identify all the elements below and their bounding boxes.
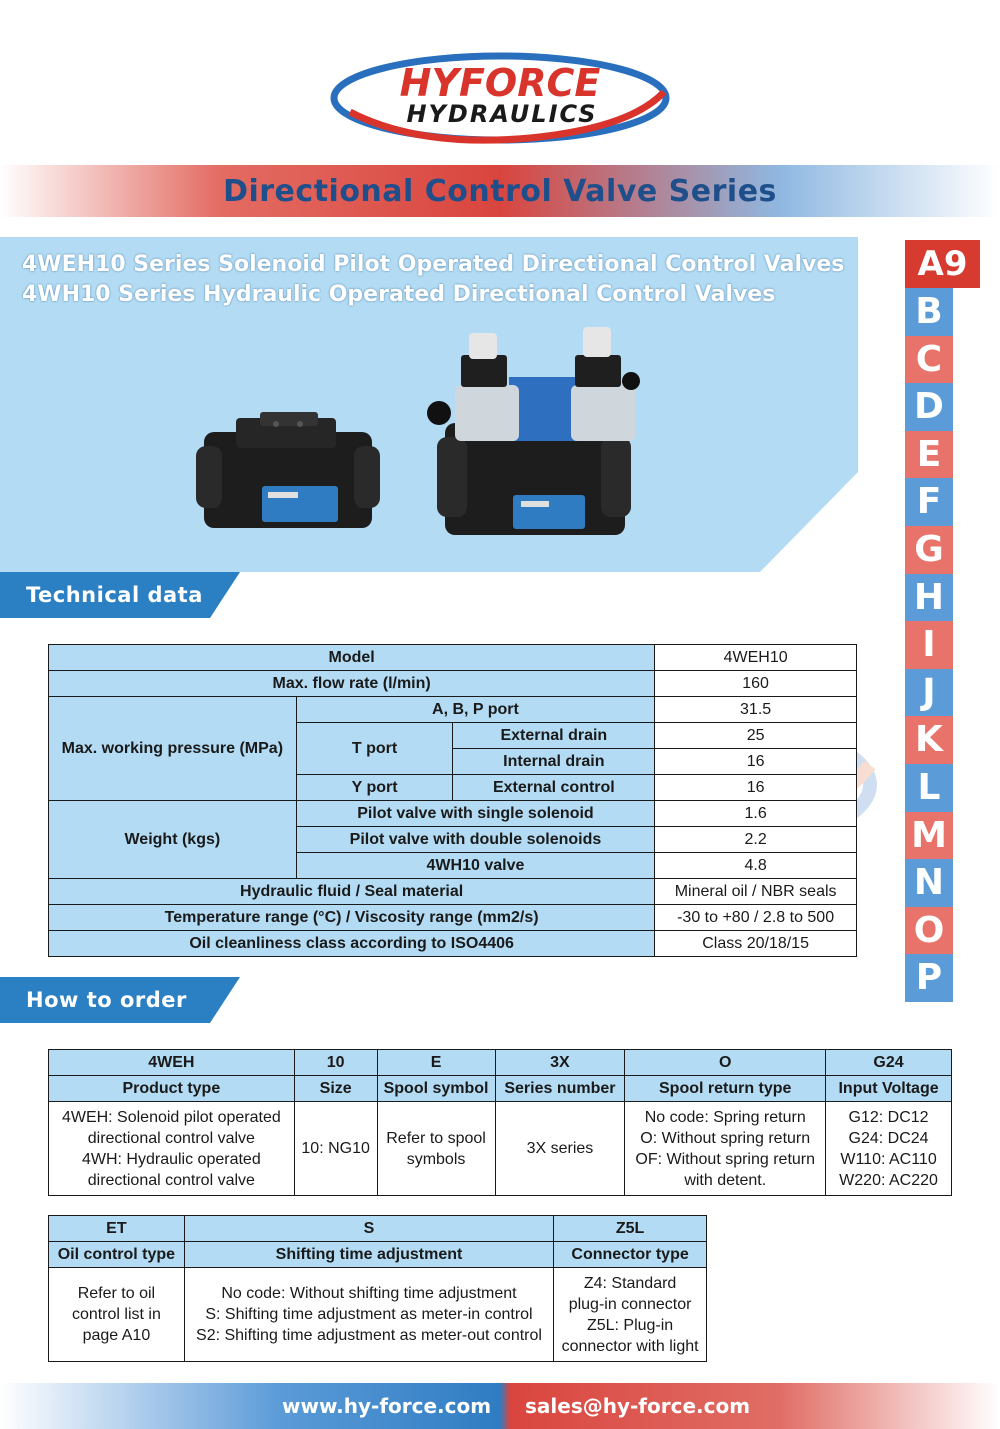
- index-tab-k[interactable]: K: [905, 716, 953, 764]
- table-row: [49, 645, 857, 671]
- order-header: Size: [294, 1076, 377, 1102]
- spec-label: Internal drain: [453, 749, 655, 775]
- cell-line: O: Without spring return: [640, 1129, 811, 1147]
- cell-line: symbols: [406, 1150, 466, 1168]
- spec-label: A, B, P port: [296, 697, 655, 723]
- order-cell-connector: [554, 1268, 707, 1362]
- index-tab-o[interactable]: O: [905, 907, 953, 955]
- cell-line: 3X series: [526, 1140, 594, 1157]
- cell-line: G12: DC12: [848, 1108, 929, 1126]
- cell-line: W220: AC220: [839, 1171, 938, 1189]
- spec-label: Pilot valve with single solenoid: [296, 801, 655, 827]
- table-row: [49, 1242, 707, 1268]
- table-row: [49, 879, 857, 905]
- spec-label: Hydraulic fluid / Seal material: [49, 879, 655, 905]
- order-code: 10: [294, 1050, 377, 1076]
- index-tab-n[interactable]: N: [905, 859, 953, 907]
- cell-line: 10: NG10: [301, 1140, 370, 1157]
- order-code: O: [625, 1050, 826, 1076]
- logo-line2: HYDRAULICS: [406, 100, 598, 128]
- index-tab-h[interactable]: H: [905, 574, 953, 622]
- cell-line: 4WH: Hydraulic operated: [81, 1150, 261, 1168]
- order-code: Z5L: [554, 1216, 707, 1242]
- spec-label: Model: [49, 645, 655, 671]
- technical-data-title: Technical data: [26, 583, 203, 607]
- index-tab-g[interactable]: G: [905, 526, 953, 574]
- website-link[interactable]: www.hy-force.com: [282, 1394, 492, 1418]
- cell-line: Z5L: Plug-in: [586, 1316, 674, 1334]
- spec-label: Max. flow rate (l/min): [49, 671, 655, 697]
- order-header: Series number: [495, 1076, 625, 1102]
- order-cell-size: [294, 1102, 377, 1196]
- spec-value: 4.8: [655, 853, 857, 879]
- how-to-order-title: How to order: [26, 988, 187, 1012]
- cell-line: with detent.: [684, 1171, 767, 1189]
- order-header: Input Voltage: [826, 1076, 952, 1102]
- order-cell-oil-control: [49, 1268, 185, 1362]
- table-row: [49, 1050, 952, 1076]
- table-row: [49, 1102, 952, 1196]
- spec-label: External drain: [453, 723, 655, 749]
- hyforce-logo: [330, 52, 670, 144]
- order-code-table-2: [48, 1215, 707, 1362]
- spec-value: Class 20/18/15: [655, 931, 857, 957]
- spec-label: 4WH10 valve: [296, 853, 655, 879]
- cell-line: directional control valve: [87, 1129, 255, 1147]
- cell-line: S2: Shifting time adjustment as meter-out control: [196, 1327, 542, 1344]
- order-cell-product-type: [49, 1102, 295, 1196]
- table-row: [49, 671, 857, 697]
- cell-line: control list in: [71, 1306, 161, 1323]
- index-tab-a9[interactable]: A9: [905, 240, 980, 288]
- index-tab-m[interactable]: M: [905, 812, 953, 860]
- series-title: Directional Control Valve Series: [223, 174, 777, 209]
- order-header: Connector type: [554, 1242, 707, 1268]
- spec-value: 16: [655, 749, 857, 775]
- technical-data-table: [48, 644, 857, 957]
- spec-value: 4WEH10: [655, 645, 857, 671]
- order-code-table: [48, 1049, 952, 1196]
- spec-label: Y port: [296, 775, 453, 801]
- index-tab-i[interactable]: I: [905, 621, 953, 669]
- order-code: E: [377, 1050, 495, 1076]
- hero-title-line1: 4WEH10 Series Solenoid Pilot Operated Directional Control Valves: [22, 252, 845, 277]
- order-header: Spool return type: [625, 1076, 826, 1102]
- order-code: G24: [826, 1050, 952, 1076]
- order-header: Oil control type: [49, 1242, 185, 1268]
- order-header: Spool symbol: [377, 1076, 495, 1102]
- order-cell-spool-symbol: [377, 1102, 495, 1196]
- spec-value: 16: [655, 775, 857, 801]
- table-row: [49, 931, 857, 957]
- cell-line: 4WEH: Solenoid pilot operated: [61, 1108, 281, 1126]
- cell-line: No code: Without shifting time adjustment: [221, 1285, 517, 1302]
- order-code: 3X: [495, 1050, 625, 1076]
- index-tab-b[interactable]: B: [905, 288, 953, 336]
- index-tab-p[interactable]: P: [905, 954, 953, 1002]
- cell-line: No code: Spring return: [644, 1108, 806, 1126]
- spec-value: 1.6: [655, 801, 857, 827]
- spec-value: 31.5: [655, 697, 857, 723]
- cell-line: S: Shifting time adjustment as meter-in control: [205, 1306, 533, 1323]
- spec-label: Pilot valve with double solenoids: [296, 827, 655, 853]
- order-code: ET: [49, 1216, 185, 1242]
- cell-line: plug-in connector: [568, 1295, 692, 1313]
- table-row: [49, 1268, 707, 1362]
- table-row: [49, 697, 857, 723]
- table-row: [49, 905, 857, 931]
- spec-label: Weight (kgs): [49, 801, 297, 879]
- order-cell-voltage: [826, 1102, 952, 1196]
- cell-line: Refer to spool: [386, 1129, 486, 1147]
- hydraulic-valve-image: [196, 412, 380, 540]
- spec-value: 2.2: [655, 827, 857, 853]
- order-header: Product type: [49, 1076, 295, 1102]
- index-tab-e[interactable]: E: [905, 431, 953, 479]
- cell-line: connector with light: [561, 1337, 699, 1355]
- table-row: [49, 801, 857, 827]
- cell-line: W110: AC110: [840, 1150, 937, 1168]
- order-code: S: [184, 1216, 553, 1242]
- table-row: [49, 1216, 707, 1242]
- index-tab-d[interactable]: D: [905, 383, 953, 431]
- index-tab-j[interactable]: J: [905, 669, 953, 717]
- cell-line: Refer to oil: [77, 1285, 156, 1302]
- section-index-sidebar: [905, 240, 980, 1002]
- spec-value: 160: [655, 671, 857, 697]
- cell-line: OF: Without spring return: [635, 1150, 816, 1168]
- spec-label: Max. working pressure (MPa): [49, 697, 297, 801]
- table-row: [49, 1076, 952, 1102]
- spec-label: Temperature range (°C) / Viscosity range (mm2/s): [49, 905, 655, 931]
- logo-line1: HYFORCE: [399, 61, 601, 105]
- spec-value: 25: [655, 723, 857, 749]
- footer-bar: [0, 1383, 1000, 1429]
- index-tab-l[interactable]: L: [905, 764, 953, 812]
- spec-label: T port: [296, 723, 453, 775]
- solenoid-valve-image: [425, 325, 640, 543]
- order-cell-spool-return: [625, 1102, 826, 1196]
- spec-label: External control: [453, 775, 655, 801]
- email-link[interactable]: sales@hy-force.com: [525, 1394, 751, 1418]
- spec-value: Mineral oil / NBR seals: [655, 879, 857, 905]
- index-tab-f[interactable]: F: [905, 478, 953, 526]
- hero-title: [22, 250, 844, 310]
- order-header: Shifting time adjustment: [184, 1242, 553, 1268]
- cell-line: page A10: [82, 1327, 151, 1344]
- cell-line: directional control valve: [87, 1171, 255, 1189]
- hero-title-line2: 4WH10 Series Hydraulic Operated Directional Control Valves: [22, 282, 776, 307]
- order-code: 4WEH: [49, 1050, 295, 1076]
- order-cell-shifting-time: [184, 1268, 553, 1362]
- index-tab-c[interactable]: C: [905, 336, 953, 384]
- spec-label: Oil cleanliness class according to ISO4406: [49, 931, 655, 957]
- cell-line: Z4: Standard: [583, 1274, 677, 1292]
- cell-line: G24: DC24: [848, 1129, 929, 1147]
- order-cell-series: [495, 1102, 625, 1196]
- spec-value: -30 to +80 / 2.8 to 500: [655, 905, 857, 931]
